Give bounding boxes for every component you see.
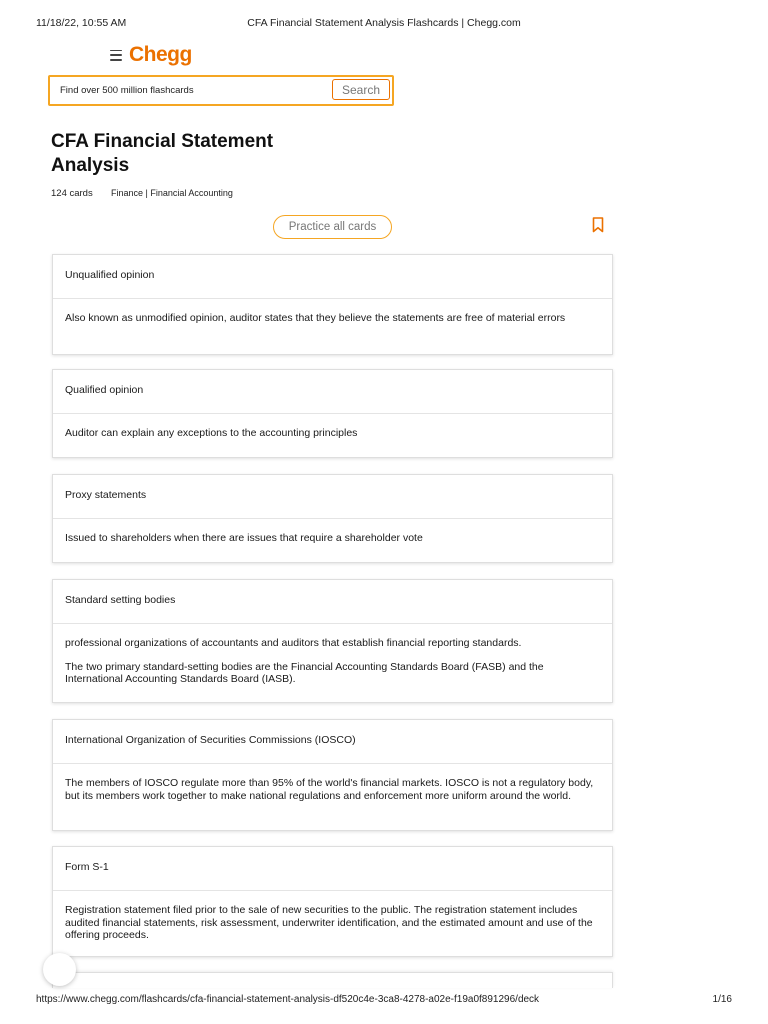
- definition-paragraph: Issued to shareholders when there are issues that require a shareholder vote: [65, 532, 423, 544]
- flashcard-term: Proxy statements: [53, 475, 612, 519]
- flashcard-definition: [53, 519, 612, 545]
- print-header: [36, 17, 732, 31]
- definition-paragraph: Auditor can explain any exceptions to the accounting principles: [65, 427, 358, 439]
- scroll-to-top-button[interactable]: [43, 953, 76, 986]
- search-bar: [48, 75, 394, 106]
- definition-paragraph: The two primary standard-setting bodies are the Financial Accounting Standards Board (FASB) and the International Accounting Standards Board (IASB).: [65, 660, 544, 685]
- deck-title: CFA Financial Statement Analysis: [51, 131, 274, 176]
- flashcard-term: Qualified opinion: [53, 370, 612, 414]
- print-page-title: CFA Financial Statement Analysis Flashcards | Chegg.com: [247, 17, 521, 29]
- print-page-count: 1/16: [712, 994, 732, 1005]
- print-footer: [36, 994, 732, 1008]
- card-count: 124 cards: [51, 188, 93, 199]
- flashcard[interactable]: [52, 254, 613, 355]
- flashcard-definition: [53, 891, 612, 942]
- definition-paragraph: Also known as unmodified opinion, auditor states that they believe the statements are free of material errors: [65, 312, 566, 324]
- flashcard-definition: [53, 624, 612, 686]
- flashcard-term: Form S-1: [53, 847, 612, 891]
- chegg-logo[interactable]: Chegg: [129, 43, 192, 66]
- flashcard[interactable]: [52, 474, 613, 563]
- print-url: https://www.chegg.com/flashcards/cfa-financial-statement-analysis-df520c4e-3ca8-4278-a02e-f19a0f891296/deck: [36, 994, 540, 1005]
- search-button[interactable]: Search: [332, 79, 390, 100]
- search-input[interactable]: [50, 77, 330, 104]
- print-datetime: 11/18/22, 10:55 AM: [36, 17, 127, 29]
- definition-paragraph: professional organizations of accountants and auditors that establish financial reporting standards.: [65, 637, 522, 649]
- site-header: [110, 43, 192, 67]
- flashcard-term: International Organization of Securities Commissions (IOSCO): [53, 720, 612, 764]
- definition-paragraph: The members of IOSCO regulate more than 95% of the world's financial markets. IOSCO is not a regulatory body, but its members work together to make national regulations and enforcement more uniform around the world.: [65, 777, 594, 802]
- flashcard[interactable]: [52, 846, 613, 957]
- flashcard[interactable]: [52, 369, 613, 458]
- definition-paragraph: Registration statement filed prior to the sale of new securities to the public. The registration statement includes audited financial statements, risk assessment, underwriter identification, and the estimated amount and use of the offering proceeds.: [65, 904, 593, 941]
- flashcard[interactable]: [52, 579, 613, 703]
- flashcard-definition: [53, 299, 612, 325]
- practice-all-cards-button[interactable]: Practice all cards: [273, 215, 392, 239]
- flashcard[interactable]: [52, 719, 613, 831]
- flashcard[interactable]: [52, 972, 613, 988]
- deck-meta: [51, 188, 233, 199]
- flashcard-definition: [53, 414, 612, 440]
- flashcard-term: Standard setting bodies: [53, 580, 612, 624]
- flashcard-definition: [53, 764, 612, 802]
- hamburger-menu-icon[interactable]: [110, 50, 122, 61]
- flashcard-term: Unqualified opinion: [53, 255, 612, 299]
- deck-categories[interactable]: Finance | Financial Accounting: [111, 188, 233, 198]
- bookmark-icon[interactable]: [592, 217, 604, 233]
